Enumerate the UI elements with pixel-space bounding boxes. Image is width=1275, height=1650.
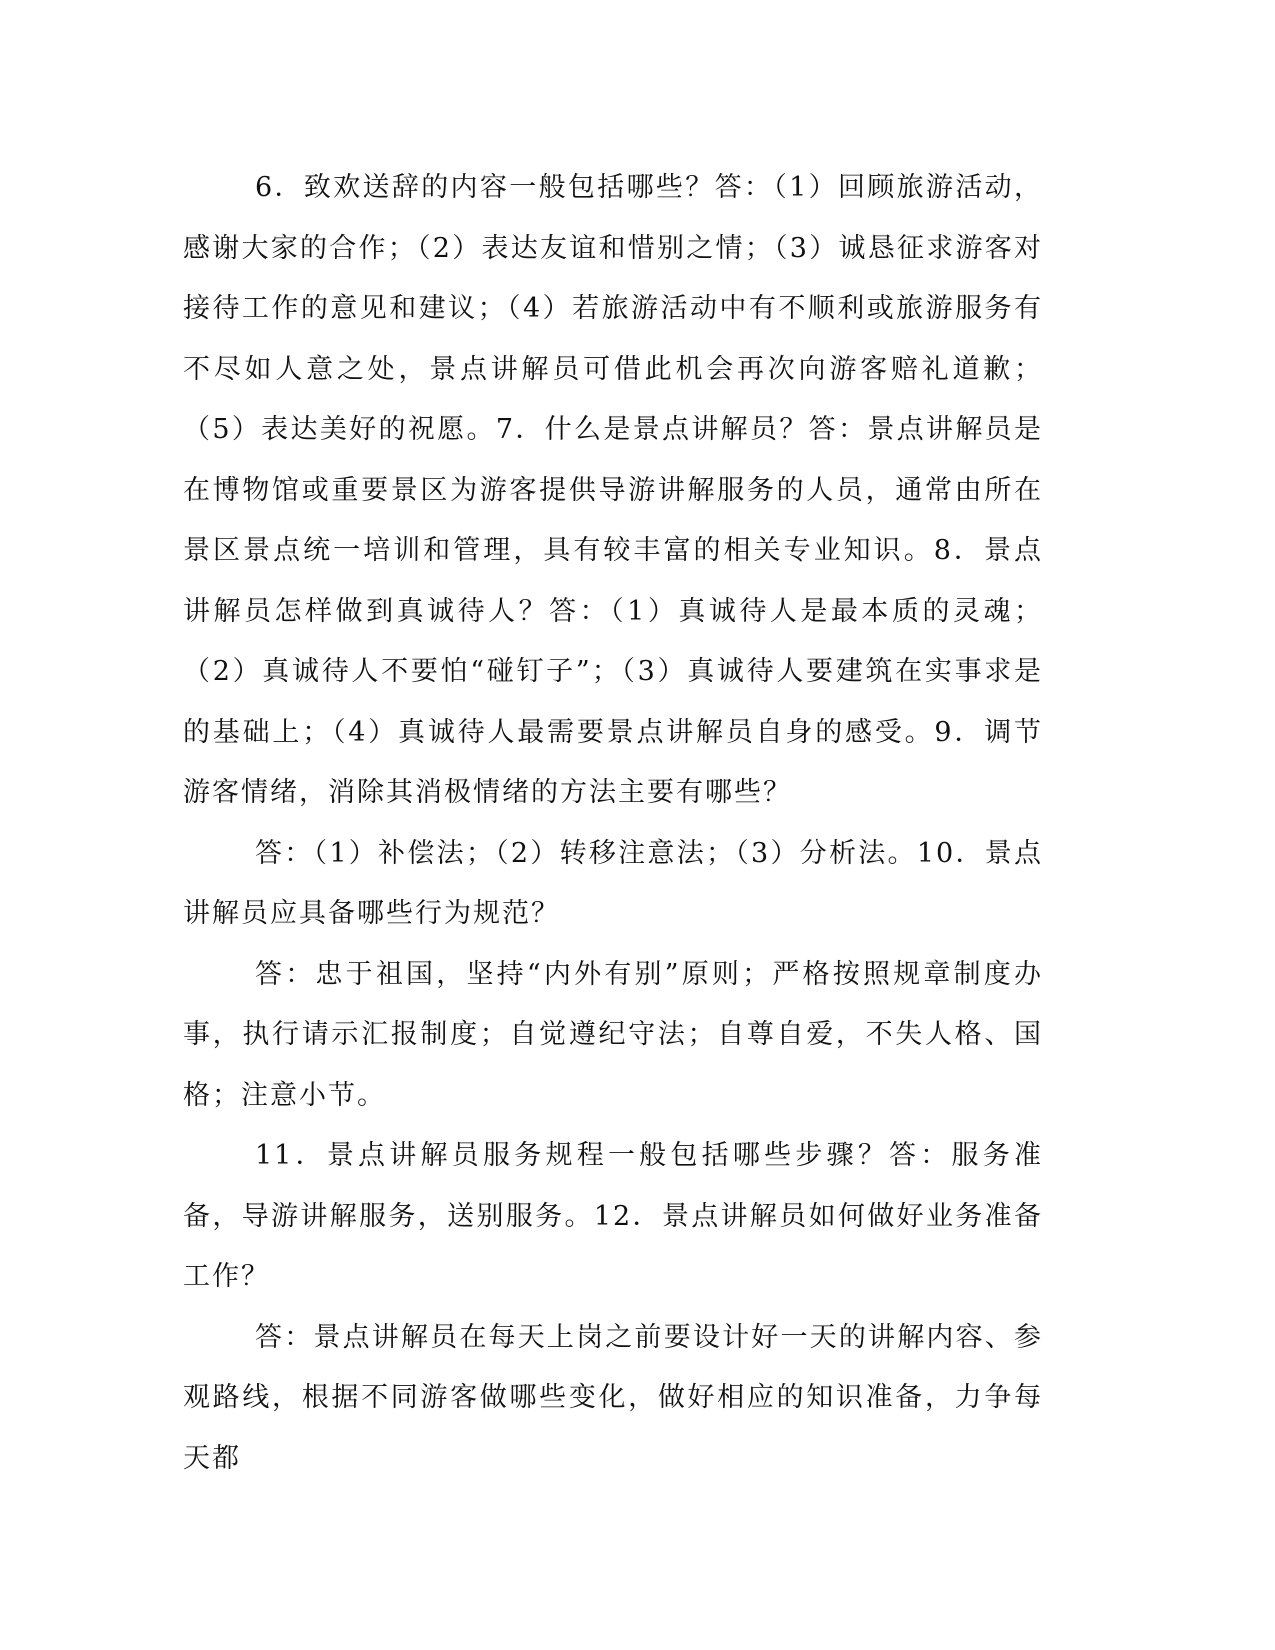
paragraph-1: 6．致欢送辞的内容一般包括哪些？答：（1）回顾旅游活动，感谢大家的合作；（2）表达友谊和惜别之情；（3）诚恳征求游客对接待工作的意见和建议；（4）若旅游活动中有不顺利或旅游服务有不尽如人意之处，景点讲解员可借此机会再次向游客赔礼道歉；（5）表达美好的祝愿。7．什么是景点讲解员？答：景点讲解员是在博物馆或重要景区为游客提供导游讲解服务的人员，通常由所在景区景点统一培训和管理，具有较丰富的相关专业知识。8．景点讲解员怎样做到真诚待人？答：（1）真诚待人是最本质的灵魂；（2）真诚待人不要怕“碰钉子”；（3）真诚待人要建筑在实事求是的基础上；（4）真诚待人最需要景点讲解员自身的感受。9．调节游客情绪，消除其消极情绪的方法主要有哪些？ bbox=[183, 172, 1043, 808]
paragraph-3: 答：忠于祖国，坚持“内外有别”原则；严格按照规章制度办事，执行请示汇报制度；自觉遵纪守法；自尊自爱，不失人格、国格；注意小节。 bbox=[183, 958, 1043, 1111]
document-body bbox=[183, 158, 1043, 1489]
paragraph-5: 答：景点讲解员在每天上岗之前要设计好一天的讲解内容、参观路线，根据不同游客做哪些变化，做好相应的知识准备，力争每天都 bbox=[183, 1321, 1043, 1474]
paragraph-2: 答：（1）补偿法；（2）转移注意法；（3）分析法。10．景点讲解员应具备哪些行为规范？ bbox=[183, 837, 1043, 929]
paragraph-4: 11．景点讲解员服务规程一般包括哪些步骤？答：服务准备，导游讲解服务，送别服务。12．景点讲解员如何做好业务准备工作？ bbox=[183, 1140, 1043, 1292]
